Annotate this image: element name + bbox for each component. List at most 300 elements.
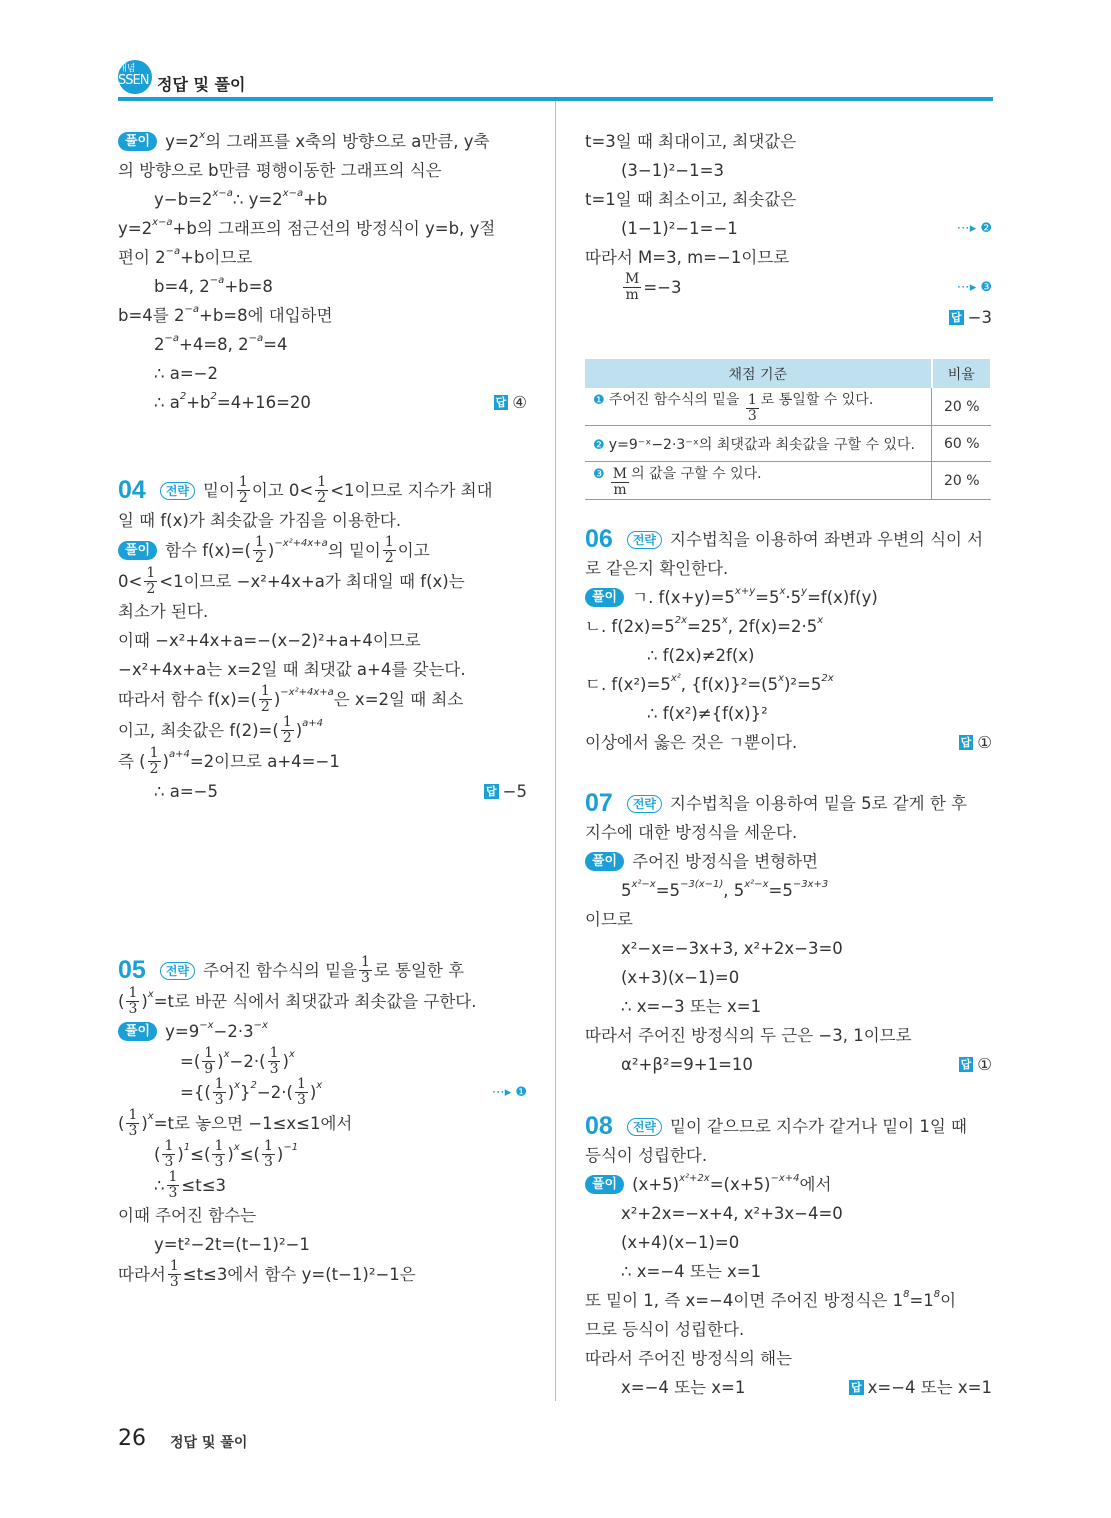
criteria-cell xyxy=(585,388,932,426)
superscript: x xyxy=(233,1142,240,1153)
superscript: x xyxy=(817,615,824,626)
text-run: 주어진 함수식의 밑을 xyxy=(203,961,357,980)
problem-08 xyxy=(585,1112,992,1402)
fraction xyxy=(148,746,161,777)
text-run: ) xyxy=(273,690,281,709)
numerator: 1 xyxy=(146,565,156,581)
superscript: x+y xyxy=(734,586,756,597)
text-run: t=3일 때 최대이고, 최댓값은 xyxy=(585,132,797,151)
step-marker: ❸ xyxy=(593,467,609,482)
text-run: =t로 바꾼 식에서 최댓값과 최솟값을 구한다. xyxy=(153,992,477,1011)
text-run: =1 xyxy=(909,1291,934,1310)
text-line xyxy=(585,156,992,185)
text-run: =25 xyxy=(686,617,722,636)
text-line xyxy=(118,986,527,1017)
text-run: 에서 xyxy=(799,1175,832,1194)
text-line xyxy=(118,475,527,506)
text-run: 로 통일한 후 xyxy=(373,961,465,980)
grading-table xyxy=(585,359,992,500)
fraction xyxy=(259,684,272,715)
text-run: y−b=2 xyxy=(154,190,213,209)
superscript: x−a xyxy=(212,188,233,199)
denominator: 2 xyxy=(317,490,327,506)
numerator: 1 xyxy=(168,1169,178,1185)
text-run: b=4를 2 xyxy=(118,306,185,325)
denominator: 2 xyxy=(384,550,394,566)
text-line xyxy=(118,655,527,684)
superscript: −x²+4x+a xyxy=(280,687,334,698)
text-run: ≤( xyxy=(239,1145,260,1164)
text-run: , 2f(x)=2·5 xyxy=(727,617,818,636)
text-line xyxy=(118,626,527,655)
ratio-cell: 60 % xyxy=(932,426,992,462)
text-run: 의 방향으로 b만큼 평행이동한 그래프의 식은 xyxy=(118,161,442,180)
text-line xyxy=(118,185,527,214)
text-line xyxy=(585,1170,992,1199)
numerator: 1 xyxy=(384,534,394,550)
strategy-badge: 전략 xyxy=(160,962,195,980)
text-line xyxy=(585,612,992,641)
text-run: ∴ a=−2 xyxy=(154,364,219,383)
text-run: 이때 주어진 함수는 xyxy=(118,1206,257,1225)
text-run: (x+3)(x−1)=0 xyxy=(621,968,740,987)
answer-badge: 답 xyxy=(960,736,972,749)
text-line xyxy=(118,684,527,715)
text-line xyxy=(585,127,992,156)
numerator: 1 xyxy=(214,1076,224,1092)
superscript: x xyxy=(147,1111,154,1122)
text-run: ) xyxy=(162,752,169,771)
numerator: 1 xyxy=(214,1138,224,1154)
fraction xyxy=(162,1139,175,1170)
text-run: x=−4 또는 x=1 xyxy=(621,1378,746,1397)
text-run: ) xyxy=(227,1145,234,1164)
text-run: y=t²−2t=(t−1)²−1 xyxy=(154,1235,310,1254)
fraction xyxy=(144,566,157,597)
superscript: −a xyxy=(209,275,225,286)
denominator: 3 xyxy=(164,1154,174,1170)
problem-05-continued xyxy=(585,127,992,332)
text-line xyxy=(585,214,992,243)
problem-number: 05 xyxy=(118,956,146,984)
text-run: =t로 놓으면 −1≤x≤1에서 xyxy=(153,1114,353,1133)
superscript: −x xyxy=(253,1020,268,1031)
text-line xyxy=(585,1286,992,1315)
text-run: y=9⁻ˣ−2·3⁻ˣ의 최댓값과 최솟값을 구할 수 있다. xyxy=(608,436,915,453)
text-run: ∴ y=2 xyxy=(232,190,283,209)
text-run: 의 값을 구할 수 있다. xyxy=(631,466,762,482)
text-line xyxy=(585,699,992,728)
fraction xyxy=(126,986,139,1017)
text-run: ∴ f(x²)≠{f(x)}² xyxy=(647,704,768,723)
text-run: ( xyxy=(118,992,125,1011)
solution-badge: 풀이 xyxy=(585,588,624,607)
text-line xyxy=(118,715,527,746)
text-run: 이고 0< xyxy=(251,481,314,500)
text-line xyxy=(585,1257,992,1286)
column-divider xyxy=(555,101,556,1401)
text-line xyxy=(118,388,527,417)
text-run: 밑이 같으므로 지수가 같거나 밑이 1일 때 xyxy=(670,1117,967,1136)
superscript: 8 xyxy=(933,1289,941,1300)
fraction xyxy=(213,1077,226,1108)
fraction xyxy=(253,535,266,566)
superscript: a+4 xyxy=(302,718,324,729)
answer-badge: 답 xyxy=(960,1058,972,1071)
numerator: 1 xyxy=(747,392,757,408)
text-run: =5 xyxy=(768,881,793,900)
text-run: 밑이 xyxy=(203,481,235,500)
text-run: 로 같은지 확인한다. xyxy=(585,559,729,578)
text-run: 므로 등식이 성립한다. xyxy=(585,1320,745,1339)
text-line xyxy=(118,1077,527,1108)
fraction xyxy=(237,475,250,506)
fraction xyxy=(383,535,396,566)
header-ratio: 비율 xyxy=(932,359,992,388)
superscript: −x²+4x+a xyxy=(274,538,328,549)
text-run: , {f(x)}²=(5 xyxy=(680,675,779,694)
superscript: x xyxy=(147,989,154,1000)
text-run: ) xyxy=(267,541,275,560)
header-title: 정답 및 풀이 xyxy=(157,75,246,94)
solution-badge: 풀이 xyxy=(118,541,157,560)
header-criteria: 채점 기준 xyxy=(585,359,932,388)
text-run: 따라서 M=3, m=−1이므로 xyxy=(585,248,790,267)
text-run: 또 밑이 1, 즉 x=−4이면 주어진 방정식은 1 xyxy=(585,1291,904,1310)
text-run: +b=8에 대입하면 xyxy=(199,306,333,325)
fraction xyxy=(359,955,372,986)
numerator: 1 xyxy=(169,1258,179,1274)
answer-badge: 답 xyxy=(486,785,497,798)
text-run: −2·( xyxy=(229,1052,266,1071)
text-run: ∴ f(2x)≠2f(x) xyxy=(647,646,755,665)
problem-number: 07 xyxy=(585,789,613,817)
text-run: +b의 그래프의 점근선의 방정식이 y=b, y절 xyxy=(172,219,496,238)
problem-number: 08 xyxy=(585,1112,613,1140)
text-line xyxy=(118,1017,527,1046)
text-run: 지수법칙을 이용하여 밑을 5로 같게 한 후 xyxy=(670,794,967,813)
denominator: 3 xyxy=(128,1001,138,1017)
text-run: =4+16=20 xyxy=(216,393,311,412)
step-marker: ⋯▸ ❷ xyxy=(956,221,992,236)
denominator: 3 xyxy=(360,970,370,986)
text-line xyxy=(118,506,527,535)
text-run: 따라서 주어진 방정식의 해는 xyxy=(585,1349,793,1368)
text-line xyxy=(118,301,527,330)
text-run: −2·( xyxy=(256,1083,293,1102)
text-run: =5 xyxy=(655,881,681,900)
text-run: ) xyxy=(276,1145,284,1164)
solution-03-body xyxy=(118,127,527,417)
text-run: ① xyxy=(977,1055,992,1074)
text-run: y=2 xyxy=(165,132,200,151)
solution-badge: 풀이 xyxy=(585,852,624,871)
text-run: 지수법칙을 이용하여 좌변과 우변의 식이 서 xyxy=(670,530,984,549)
text-line xyxy=(118,272,527,301)
text-run: −2·3 xyxy=(213,1022,254,1041)
text-line xyxy=(585,1344,992,1373)
solution-badge: 풀이 xyxy=(118,132,157,151)
answer-group xyxy=(494,388,527,417)
text-run: 은 x=2일 때 최소 xyxy=(333,690,464,709)
strategy-badge: 전략 xyxy=(627,795,662,813)
fraction xyxy=(168,1259,181,1290)
table-row xyxy=(585,462,991,500)
superscript: 1 xyxy=(183,1142,191,1153)
text-run: −5 xyxy=(502,782,527,801)
text-run: ( xyxy=(118,1114,125,1133)
numerator: 1 xyxy=(263,1138,273,1154)
page-number: 26 xyxy=(118,1426,146,1451)
text-run: ) xyxy=(309,1083,317,1102)
denominator: 9 xyxy=(204,1061,214,1077)
text-run: 주어진 함수식의 밑을 xyxy=(608,392,744,408)
fraction xyxy=(268,1046,281,1077)
superscript: −3x+3 xyxy=(792,879,829,890)
text-line xyxy=(585,963,992,992)
text-run: ) xyxy=(141,1114,148,1133)
text-run: (3−1)²−1=3 xyxy=(621,161,724,180)
denominator: 3 xyxy=(169,1274,179,1290)
denominator: 3 xyxy=(128,1123,138,1139)
fraction xyxy=(167,1170,180,1201)
text-line xyxy=(585,272,992,303)
text-run: 5 xyxy=(621,881,632,900)
fraction xyxy=(281,715,294,746)
fraction xyxy=(126,1108,139,1139)
problem-number: 04 xyxy=(118,476,146,504)
text-run: ∴ xyxy=(154,1176,165,1195)
denominator: m xyxy=(613,482,627,498)
text-line xyxy=(585,641,992,670)
logo-bottom: SSEN xyxy=(118,73,149,88)
denominator: 3 xyxy=(263,1154,273,1170)
text-line xyxy=(585,525,992,554)
superscript: x xyxy=(778,673,784,684)
superscript: x−a xyxy=(282,188,304,199)
text-run: ㄱ. f(x+y)=5 xyxy=(632,588,735,607)
solution-badge: 풀이 xyxy=(118,1022,157,1041)
denominator: m xyxy=(625,287,639,303)
text-run: )²=5 xyxy=(784,675,822,694)
denominator: 3 xyxy=(269,1061,279,1077)
answer-badge: 답 xyxy=(495,396,507,409)
superscript: x xyxy=(223,1049,230,1060)
text-line xyxy=(118,955,527,986)
text-line xyxy=(118,330,527,359)
superscript: x xyxy=(234,1080,241,1091)
text-run: x²+2x=−x+4, x²+3x−4=0 xyxy=(621,1204,843,1223)
problem-05 xyxy=(118,955,527,1290)
numerator: 1 xyxy=(128,985,138,1001)
text-line xyxy=(585,992,992,1021)
text-run: 일 때 f(x)가 최솟값을 가짐을 이용한다. xyxy=(118,511,402,530)
denominator: 2 xyxy=(238,490,248,506)
superscript: x xyxy=(288,1049,295,1060)
text-run: 이 xyxy=(940,1291,957,1310)
text-run: 함수 f(x)=( xyxy=(165,541,251,560)
superscript: −a xyxy=(184,304,199,315)
text-run: =( xyxy=(180,1052,201,1071)
text-line xyxy=(118,566,527,597)
text-run: ㄴ. f(2x)=5 xyxy=(585,617,675,636)
fraction xyxy=(262,1139,275,1170)
numerator: 1 xyxy=(282,714,292,730)
text-run: (1−1)²−1=−1 xyxy=(621,219,738,238)
superscript: −a xyxy=(248,333,264,344)
text-run: y=2 xyxy=(118,219,153,238)
superscript: −a xyxy=(165,246,181,257)
numerator: 1 xyxy=(296,1076,306,1092)
text-run: ) xyxy=(295,721,303,740)
text-run: t=1일 때 최소이고, 최솟값은 xyxy=(585,190,797,209)
answer-group xyxy=(957,273,992,302)
denominator: 3 xyxy=(296,1092,306,1108)
text-run: 이때 −x²+4x+a=−(x−2)²+a+4이므로 xyxy=(118,631,421,650)
superscript: y xyxy=(801,586,808,597)
text-run: 의 그래프를 x축의 방향으로 a만큼, y축 xyxy=(205,132,490,151)
text-line xyxy=(118,127,527,156)
text-line xyxy=(585,554,992,583)
fraction xyxy=(212,1139,225,1170)
text-line xyxy=(585,728,992,757)
text-line xyxy=(585,583,992,612)
text-run: 따라서 주어진 방정식의 두 근은 −3, 1이므로 xyxy=(585,1026,912,1045)
superscript: 2x xyxy=(821,673,834,684)
numerator: 1 xyxy=(360,954,370,970)
numerator: M xyxy=(612,466,628,482)
superscript: x²−x xyxy=(744,879,769,890)
text-run: ≤( xyxy=(190,1145,211,1164)
text-line xyxy=(585,243,992,272)
text-line xyxy=(585,670,992,699)
answer-group xyxy=(484,777,527,806)
superscript: 2 xyxy=(179,391,187,402)
text-line xyxy=(585,847,992,876)
text-line xyxy=(585,303,992,332)
text-run: 따라서 함수 f(x)=( xyxy=(118,690,257,709)
text-run: −3 xyxy=(967,308,992,327)
superscript: −x xyxy=(199,1020,214,1031)
answer-group xyxy=(492,1078,527,1107)
text-line xyxy=(118,1259,527,1290)
problem-number: 06 xyxy=(585,525,613,553)
text-run: y=9 xyxy=(165,1022,200,1041)
text-line xyxy=(118,746,527,777)
superscript: x xyxy=(779,586,786,597)
step-marker: ⋯▸ ❸ xyxy=(956,280,992,295)
numerator: 1 xyxy=(164,1138,174,1154)
answer-group xyxy=(949,303,992,332)
superscript: −1 xyxy=(283,1142,299,1153)
answer-group xyxy=(849,1373,992,1402)
text-line xyxy=(118,1201,527,1230)
text-line xyxy=(585,1141,992,1170)
answer-group xyxy=(959,728,992,757)
text-run: , 5 xyxy=(723,881,745,900)
fraction xyxy=(315,475,328,506)
text-line xyxy=(118,243,527,272)
text-line xyxy=(585,818,992,847)
superscript: 2 xyxy=(250,1080,257,1091)
answer-group xyxy=(959,1050,992,1079)
text-run: ∴ a=−5 xyxy=(154,782,219,801)
text-line xyxy=(118,1046,527,1077)
text-line xyxy=(585,1199,992,1228)
denominator: 3 xyxy=(747,408,757,424)
footer-title: 정답 및 풀이 xyxy=(170,1435,248,1451)
text-run: 2 xyxy=(154,335,165,354)
text-run: ④ xyxy=(512,393,527,412)
text-run: ㄷ. f(x²)=5 xyxy=(585,675,671,694)
text-run: ∴ x=−3 또는 x=1 xyxy=(621,997,762,1016)
text-run: 이고, 최솟값은 f(2)=( xyxy=(118,721,279,740)
denominator: 2 xyxy=(149,761,159,777)
brand-logo xyxy=(118,60,152,94)
superscript: x xyxy=(199,130,206,141)
text-line xyxy=(118,1108,527,1139)
numerator: 1 xyxy=(149,745,159,761)
strategy-badge: 전략 xyxy=(627,1118,662,1136)
answer-group xyxy=(957,214,992,243)
text-run: 지수에 대한 방정식을 세운다. xyxy=(585,823,798,842)
superscript: x² xyxy=(670,673,681,684)
numerator: 1 xyxy=(269,1045,279,1061)
text-line xyxy=(585,905,992,934)
text-line xyxy=(585,1050,992,1079)
text-run: ·5 xyxy=(785,588,802,607)
text-run: =−3 xyxy=(643,278,682,297)
criteria-cell xyxy=(585,462,932,500)
text-run: +b=8 xyxy=(224,277,273,296)
text-run: −x²+4x+a는 x=2일 때 최댓값 a+4를 갖는다. xyxy=(118,660,466,679)
problem-07 xyxy=(585,789,992,1079)
text-run: +b이므로 xyxy=(180,248,253,267)
fraction xyxy=(295,1077,308,1108)
text-run: x=−4 또는 x=1 xyxy=(867,1378,992,1397)
text-run: +b xyxy=(186,393,211,412)
text-run: ≤t≤3 xyxy=(181,1176,227,1195)
text-run: ) xyxy=(227,1083,235,1102)
fraction xyxy=(623,272,641,303)
text-run: 등식이 성립한다. xyxy=(585,1146,708,1165)
text-run: x²−x=−3x+3, x²+2x−3=0 xyxy=(621,939,843,958)
text-line xyxy=(585,876,992,905)
text-run: b=4, 2 xyxy=(154,277,210,296)
text-run: 주어진 방정식을 변형하면 xyxy=(632,852,818,871)
text-line xyxy=(118,1170,527,1201)
superscript: a+4 xyxy=(168,749,190,760)
text-run: 따라서 xyxy=(118,1265,166,1284)
denominator: 2 xyxy=(260,699,270,715)
text-line xyxy=(118,1230,527,1259)
text-run: 로 통일할 수 있다. xyxy=(760,392,874,408)
text-line xyxy=(585,1315,992,1344)
text-run: ∴ x=−4 또는 x=1 xyxy=(621,1262,762,1281)
text-run: 즉 ( xyxy=(118,752,146,771)
answer-badge: 답 xyxy=(850,1381,862,1394)
table-row xyxy=(585,426,991,462)
text-run: +4=8, 2 xyxy=(179,335,249,354)
text-line xyxy=(585,185,992,214)
text-run: } xyxy=(240,1083,251,1102)
text-run: ) xyxy=(282,1052,289,1071)
denominator: 2 xyxy=(146,581,156,597)
numerator: 1 xyxy=(204,1045,214,1061)
superscript: 2x xyxy=(674,615,687,626)
text-run: ≤t≤3에서 함수 y=(t−1)²−1은 xyxy=(182,1265,416,1284)
answer-badge: 답 xyxy=(951,311,962,324)
